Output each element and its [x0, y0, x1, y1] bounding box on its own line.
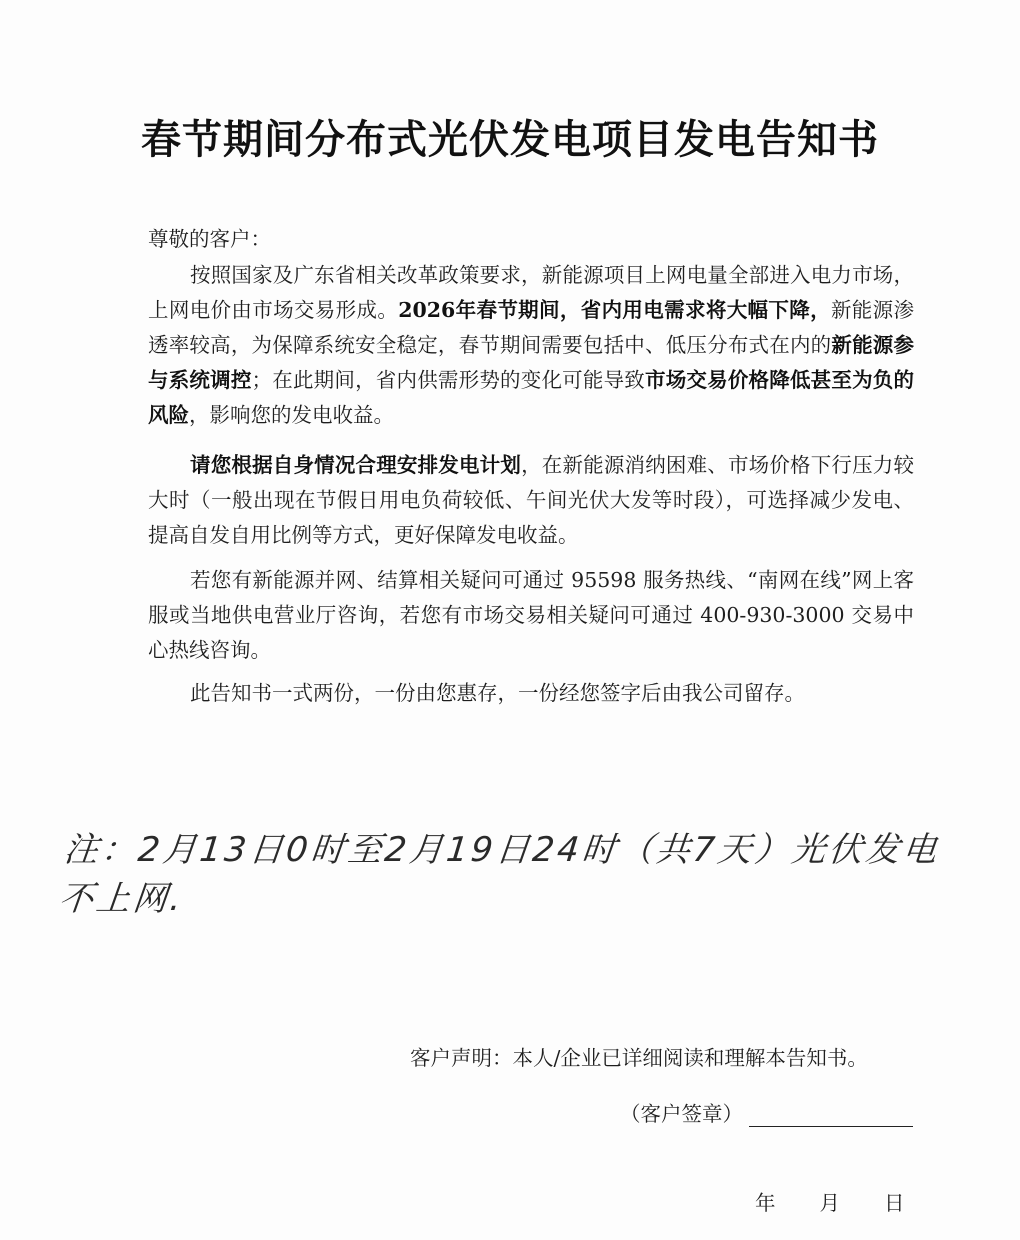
paragraph-contact: 若您有新能源并网、结算相关疑问可通过 95598 服务热线、“南网在线”网上客服或当地供电营业厅咨询，若您有市场交易相关疑问可通过 400-930-3000 交易中心热线咨询。 [148, 568, 914, 662]
paragraph-copies: 此告知书一式两份，一份由您惠存，一份经您签字后由我公司留存。 [190, 681, 805, 705]
text: 按照国家及广东省相关改革政策要求，新能源项目上网电量全部进入电力市场，上网电价由市场交易形成。 [148, 263, 914, 322]
text: ；在此期间，省内供需形势的变化可能导致 [251, 368, 646, 392]
bold-text: 市场交易价格降低甚至为负的风险 [148, 368, 915, 427]
date-month: 月 [819, 1191, 840, 1215]
date-year: 年 [755, 1191, 776, 1215]
text: ，影响您的发电收益。 [189, 403, 394, 427]
paragraph-advice [148, 448, 914, 553]
handwritten-note: 注：2月13日0时至2月19日24时（共7天）光伏发电不上网. [56, 830, 942, 919]
document-title: 春节期间分布式光伏发电项目发电告知书 [141, 116, 879, 163]
bold-text: 新能源参与系统调控 [148, 333, 914, 392]
signature-line[interactable] [749, 1104, 913, 1127]
signature-label: （客户签章） [620, 1102, 743, 1126]
bold-text: 请您根据自身情况合理安排发电计划 [190, 453, 522, 477]
customer-declaration: 客户声明：本人/企业已详细阅读和理解本告知书。 [410, 1046, 868, 1070]
bold-text: 2026年春节期间，省内用电需求将大幅下降， [398, 298, 831, 322]
paragraph-policy [148, 258, 914, 433]
greeting: 尊敬的客户： [148, 227, 271, 251]
signature-row [620, 1097, 913, 1127]
date-day: 日 [884, 1191, 905, 1215]
date-row [755, 1186, 905, 1216]
text: ，在新能源消纳困难、市场价格下行压力较大时（一般出现在节假日用电负荷较低、午间光伏大发等时段），可选择减少发电、提高自发自用比例等方式，更好保障发电收益。 [148, 453, 915, 547]
text: 新能源渗透率较高，为保障系统安全稳定，春节期间需要包括中、低压分布式在内的 [148, 298, 915, 357]
